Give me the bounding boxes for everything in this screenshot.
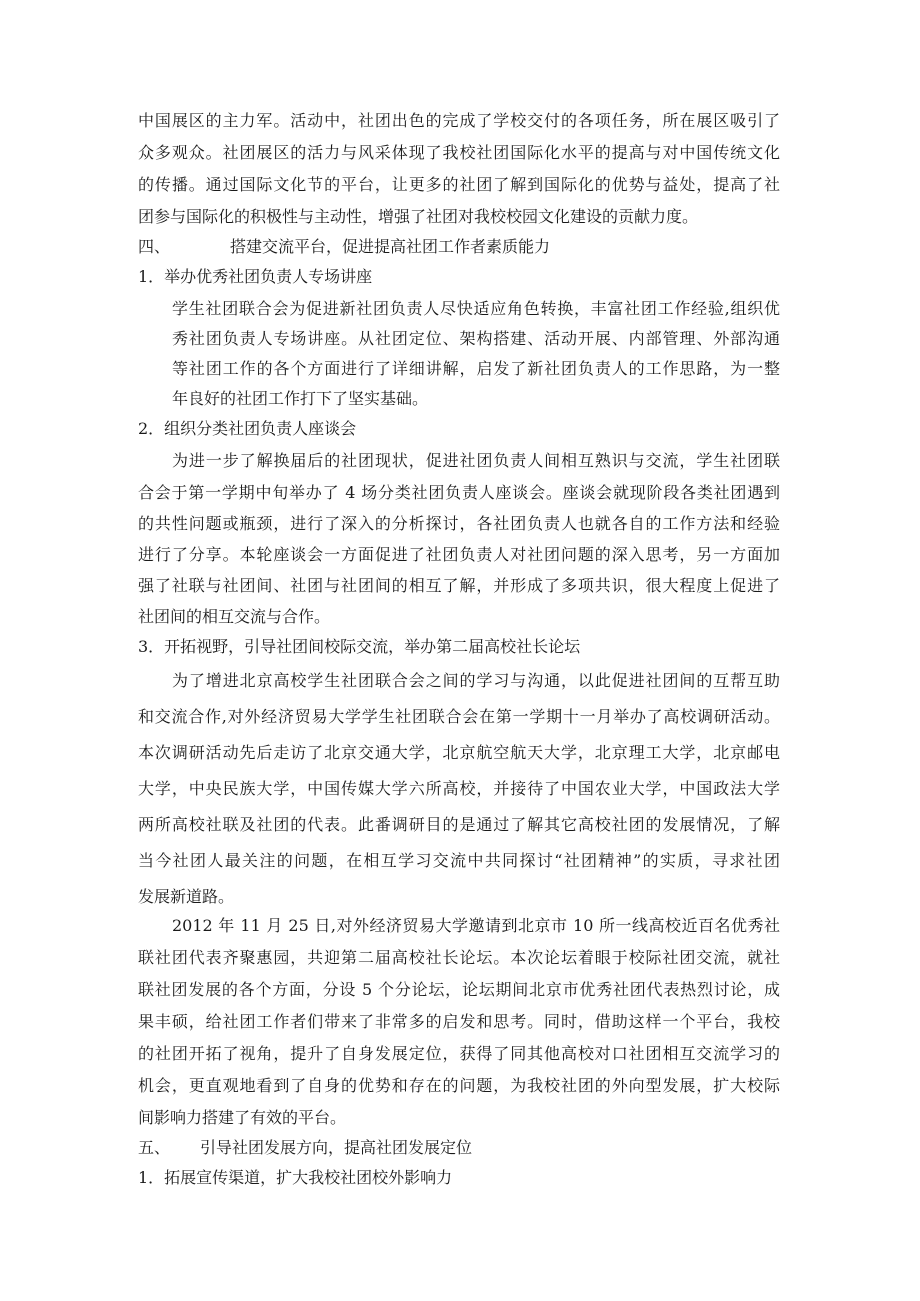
section-heading [138,236,550,258]
body-text-line: 年良好的社团工作打下了坚实基础。 [172,389,429,408]
body-text-line: 的传播。通过国际文化节的平台，让更多的社团了解到国际化的优势与益处，提高了社 [138,175,780,194]
body-text-line: 2012 年 11 月 25 日,对外经济贸易大学邀请到北京市 10 所一线高校近百名优秀社 [172,916,780,935]
body-text-line: 为进一步了解换届后的社团现状，促进社团负责人间相互熟识与交流，学生社团联 [172,451,780,470]
body-text-line: 的共性问题或瓶颈，进行了深入的分析探讨，各社团负责人也就各自的工作方法和经验 [138,514,780,533]
section-title: 搭建交流平台，促进提高社团工作者素质能力 [230,237,551,256]
body-text-line: 发展新道路。 [138,887,235,906]
body-text-line: 为了增进北京高校学生社团联合会之间的学习与沟通，以此促进社团间的互帮互助 [172,671,780,690]
subsection-heading: 1．拓展宣传渠道，扩大我校社团校外影响力 [138,1168,453,1187]
section-number: 五、 [138,1138,171,1157]
body-text-line: 团参与国际化的积极性与主动性，增强了社团对我校校园文化建设的贡献力度。 [138,207,699,226]
body-text-line: 学生社团联合会为促进新社团负责人尽快适应角色转换，丰富社团工作经验,组织优 [172,299,780,318]
body-text-line: 联社团代表齐聚惠园，共迎第二届高校社长论坛。本次论坛着眼于校际社团交流，就社 [138,948,780,967]
body-text-line: 果丰硕，给社团工作者们带来了非常多的启发和思考。同时，借助这样一个平台，我校 [138,1012,780,1031]
body-text-line: 进行了分享。本轮座谈会一方面促进了社团负责人对社团问题的深入思考，另一方面加 [138,545,780,564]
body-text-line: 社团间的相互交流与合作。 [138,607,331,626]
body-text-line: 的社团开拓了视角，提升了自身发展定位，获得了同其他高校对口社团相互交流学习的 [138,1044,780,1063]
body-text-line: 间影响力搭建了有效的平台。 [138,1108,347,1127]
body-text-line: 和交流合作,对外经济贸易大学学生社团联合会在第一学期十一月举办了高校调研活动。 [138,707,780,726]
body-text-line: 合会于第一学期中旬举办了 4 场分类社团负责人座谈会。座谈会就现阶段各类社团遇到 [138,483,780,502]
body-text-line: 强了社联与社团间、社团与社团间的相互了解，并形成了多项共识，很大程度上促进了 [138,576,780,595]
body-text-line: 机会，更直观地看到了自身的优势和存在的问题，为我校社团的外向型发展，扩大校际 [138,1076,780,1095]
subsection-heading: 2．组织分类社团负责人座谈会 [138,419,357,438]
body-text-line: 联社团发展的各个方面，分设 5 个分论坛，论坛期间北京市优秀社团代表热烈讨论，成 [138,980,780,999]
body-text-line: 两所高校社联及社团的代表。此番调研目的是通过了解其它高校社团的发展情况，了解 [138,815,780,834]
body-text-line: 等社团工作的各个方面进行了详细讲解，启发了新社团负责人的工作思路，为一整 [172,359,780,378]
subsection-heading: 1．举办优秀社团负责人专场讲座 [138,267,373,286]
body-text-line: 当今社团人最关注的问题，在相互学习交流中共同探讨“社团精神”的实质，寻求社团 [138,851,780,870]
body-text-line: 大学，中央民族大学，中国传媒大学六所高校，并接待了中国农业大学，中国政法大学 [138,779,780,798]
section-title: 引导社团发展方向，提高社团发展定位 [200,1138,473,1157]
body-text-line: 众多观众。社团展区的活力与风采体现了我校社团国际化水平的提高与对中国传统文化 [138,143,780,162]
section-number: 四、 [138,237,171,256]
body-text-line: 本次调研活动先后走访了北京交通大学，北京航空航天大学，北京理工大学，北京邮电 [138,743,780,762]
body-text-line: 秀社团负责人专场讲座。从社团定位、架构搭建、活动开展、内部管理、外部沟通 [172,329,780,348]
body-text-line: 中国展区的主力军。活动中，社团出色的完成了学校交付的各项任务，所在展区吸引了 [138,111,780,130]
subsection-heading: 3．开拓视野，引导社团间校际交流，举办第二届高校社长论坛 [138,637,581,656]
section-heading [138,1137,472,1159]
